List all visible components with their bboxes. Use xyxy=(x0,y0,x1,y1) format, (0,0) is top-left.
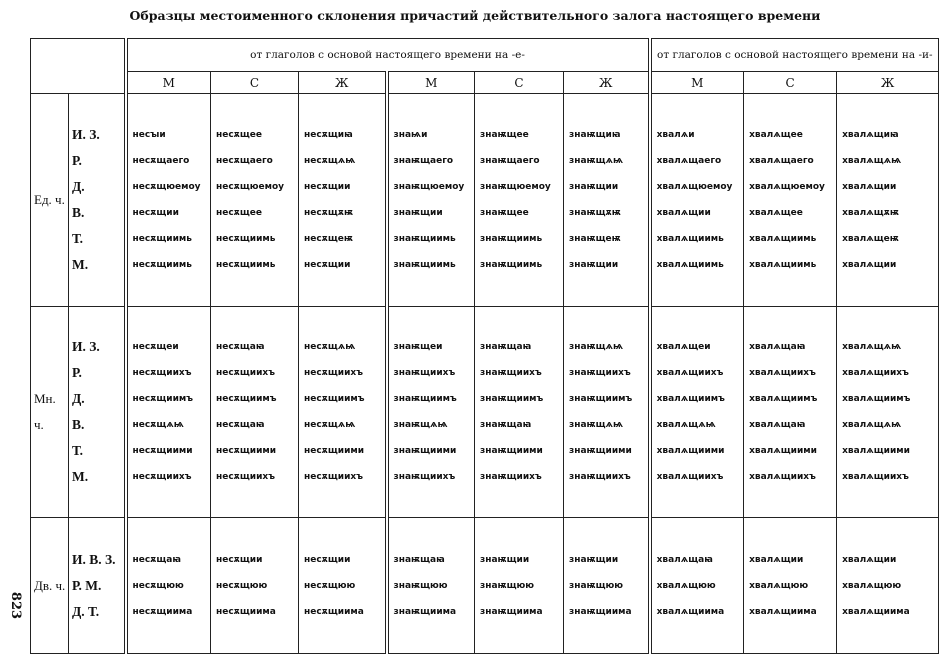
word-form: знаѭщѧѩ xyxy=(393,420,448,430)
word-form: несѫщѧѩ xyxy=(304,156,356,166)
word-form: несѫщиими xyxy=(304,446,365,456)
section-row xyxy=(31,94,939,307)
word-form: хвалѧщюю xyxy=(842,580,902,591)
word-form: знаѭщѧѩ xyxy=(569,420,624,430)
word-form: знаѭщиими xyxy=(480,446,543,456)
word-form: хвалѧщюемоу xyxy=(656,182,733,192)
word-form: хвалѧщаꙗ xyxy=(749,342,806,352)
section-row xyxy=(31,518,939,654)
word-form: несѫщюемоу xyxy=(132,182,201,192)
word-form: знаѭщее xyxy=(480,130,529,140)
word-form: знаѭщеѭ xyxy=(569,234,621,244)
word-form: несѫщии xyxy=(304,182,351,192)
word-form: несѫщии xyxy=(304,554,351,565)
word-form: знаѭщиими xyxy=(569,446,632,456)
case-label: И. З. xyxy=(72,127,100,142)
word-form: хвалѧщиими xyxy=(842,446,910,456)
word-form: знаѭщиимь xyxy=(480,260,543,270)
word-form: хвалѧщиимь xyxy=(656,234,724,244)
word-form: знаѭщиимь xyxy=(393,260,456,270)
case-label: В. xyxy=(72,417,85,432)
word-form: хвалѧщиима xyxy=(842,606,910,617)
form-column xyxy=(387,518,475,654)
word-form: знаѭщиимъ xyxy=(569,394,633,404)
word-form: знаѭщаꙗ xyxy=(480,420,532,430)
word-form: знаѭщиима xyxy=(569,606,632,617)
word-form: знаѭщаꙗ xyxy=(393,554,445,565)
word-form: знаѭщюю xyxy=(480,580,535,591)
word-form: знаѭщюемоу xyxy=(480,182,551,192)
gender-header: Ж xyxy=(837,72,939,94)
form-column xyxy=(650,307,744,518)
form-column xyxy=(650,518,744,654)
corner-cell xyxy=(31,39,126,94)
word-form: несѫщиими xyxy=(216,446,277,456)
number-label: Ед. ч. xyxy=(31,94,69,307)
word-form: несѫщиимъ xyxy=(132,394,194,404)
word-form: несѫщѫѭ xyxy=(304,208,354,218)
case-labels xyxy=(69,307,126,518)
word-form: несѫщиима xyxy=(132,606,193,617)
word-form: хвалѧи xyxy=(656,130,695,140)
gender-header: Ж xyxy=(299,72,387,94)
form-column xyxy=(387,94,475,307)
word-form: хвалѧщиихъ xyxy=(656,368,724,378)
word-form: знаѭщии xyxy=(569,554,619,565)
word-form: несѫщеѭ xyxy=(304,234,353,244)
word-form: несѫщии xyxy=(304,260,351,270)
form-column xyxy=(299,94,387,307)
word-form: хвалѧщии xyxy=(749,554,804,565)
word-form: хвалѧщиихъ xyxy=(656,472,724,482)
word-form: хвалѧщаꙗ xyxy=(749,420,806,430)
word-form: несѫщиихъ xyxy=(216,472,275,482)
word-form: хвалѧщиима xyxy=(656,606,725,617)
word-form: знаѭщюю xyxy=(569,580,624,591)
form-column xyxy=(837,518,939,654)
word-form: несѫщѧѩ xyxy=(304,342,356,352)
word-form: хвалѧщюю xyxy=(749,580,809,591)
word-form: знаѭщии xyxy=(480,554,530,565)
gender-header: М xyxy=(650,72,744,94)
word-form: несѫщиꙗ xyxy=(304,130,353,140)
word-form: несѫщаꙗ xyxy=(132,554,181,565)
word-form: несѫщаего xyxy=(216,156,273,166)
case-labels xyxy=(69,518,126,654)
word-form: несѫщиима xyxy=(216,606,276,617)
word-form: знаѭщее xyxy=(480,208,529,218)
word-form: несѫщиихъ xyxy=(304,472,363,482)
word-form: несѫщаꙗ xyxy=(216,420,265,430)
form-column xyxy=(126,307,211,518)
word-form: хвалѧщии xyxy=(656,208,711,218)
case-label: М. xyxy=(72,469,89,484)
word-form: хвалѧщиимъ xyxy=(656,394,725,404)
word-form: знаѭщиимъ xyxy=(480,394,544,404)
form-column xyxy=(564,307,650,518)
gender-header: С xyxy=(211,72,299,94)
word-form: знаѭщиихъ xyxy=(393,472,456,482)
form-column xyxy=(744,307,837,518)
word-form: несѫщиихъ xyxy=(216,368,275,378)
header-row-genders xyxy=(31,72,939,94)
word-form: несѫщюю xyxy=(132,580,184,591)
group-header-e: от глаголов с основой настоящего времени на -е- xyxy=(126,39,650,72)
word-form: несѫщаего xyxy=(132,156,190,166)
form-column xyxy=(211,307,299,518)
word-form: несѫщюемоу xyxy=(216,182,285,192)
word-form: хвалѧщаего xyxy=(656,156,722,166)
word-form: несѫщии xyxy=(216,554,263,565)
word-form: несѫщиихъ xyxy=(304,368,363,378)
word-form: несѫщиихъ xyxy=(132,368,192,378)
gender-header: Ж xyxy=(564,72,650,94)
word-form: знаѭщаꙗ xyxy=(480,342,532,352)
word-form: знаѭщѫѭ xyxy=(569,208,621,218)
word-form: знаѭщиихъ xyxy=(480,368,542,378)
case-label: Т. xyxy=(72,231,84,246)
word-form: знаѭщиихъ xyxy=(393,368,456,378)
word-form: несѫщиимь xyxy=(132,234,192,244)
word-form: несѫщѧѩ xyxy=(304,420,356,430)
word-form: несѫщиими xyxy=(132,446,193,456)
word-form: хвалѧщее xyxy=(749,130,803,140)
word-form: знаѭщаего xyxy=(480,156,540,166)
word-form: несѫщѧѩ xyxy=(132,420,184,430)
case-label: В. xyxy=(72,205,85,220)
word-form: знаѩи xyxy=(393,130,428,140)
word-form: знаѭщии xyxy=(569,260,619,270)
word-form: хвалѧщѧѩ xyxy=(842,420,902,430)
word-form: хвалѧщии xyxy=(842,182,897,192)
word-form: несѫщее xyxy=(216,208,262,218)
gender-header: С xyxy=(475,72,564,94)
word-form: хвалѧщиихъ xyxy=(842,368,909,378)
word-form: хвалѧщиихъ xyxy=(749,368,816,378)
word-form: хвалѧщии xyxy=(842,554,897,565)
case-label: Д. xyxy=(72,179,85,194)
word-form: несѫщеи xyxy=(132,342,179,352)
gender-header: С xyxy=(744,72,837,94)
word-form: знаѭщиима xyxy=(393,606,457,617)
word-form: несѫщиимь xyxy=(216,260,276,270)
word-form: несѫщии xyxy=(132,208,179,218)
word-form: знаѭщюемоу xyxy=(393,182,465,192)
word-form: знаѭщиихъ xyxy=(569,472,631,482)
word-form: хвалѧщиихъ xyxy=(749,472,816,482)
declension-table xyxy=(30,38,939,654)
word-form: хвалѧщиихъ xyxy=(842,472,909,482)
word-form: несѫщиихъ xyxy=(132,472,192,482)
word-form: хвалѧщиима xyxy=(749,606,817,617)
word-form: хвалѧщюемоу xyxy=(749,182,825,192)
form-column xyxy=(126,518,211,654)
word-form: хвалѧщиимь xyxy=(656,260,724,270)
form-column xyxy=(126,94,211,307)
word-form: знаѭщиꙗ xyxy=(569,130,621,140)
gender-header: М xyxy=(387,72,475,94)
number-label: Дв. ч. xyxy=(31,518,69,654)
word-form: хвалѧщѫѭ xyxy=(842,208,899,218)
form-column xyxy=(564,94,650,307)
word-form: хвалѧщиими xyxy=(749,446,817,456)
page-number: 823 xyxy=(8,591,24,620)
word-form: хвалѧщиимь xyxy=(749,260,817,270)
case-label: Д. Т. xyxy=(72,603,100,619)
case-label: Р. xyxy=(72,153,82,168)
case-label: Р. xyxy=(72,365,82,380)
word-form: хвалѧщеѭ xyxy=(842,234,899,244)
number-label: Мн. ч. xyxy=(31,307,69,518)
case-label: Д. xyxy=(72,391,85,406)
word-form: знаѭщѧѩ xyxy=(569,342,624,352)
form-column xyxy=(475,518,564,654)
form-column xyxy=(299,307,387,518)
word-form: хвалѧщиꙗ xyxy=(842,130,899,140)
form-column xyxy=(744,94,837,307)
case-labels xyxy=(69,94,126,307)
word-form: несѫщюю xyxy=(304,580,356,591)
word-form: знаѭщиихъ xyxy=(569,368,631,378)
group-header-i: от глаголов с основой настоящего времени на -и- xyxy=(650,39,939,72)
form-column xyxy=(837,307,939,518)
word-form: хвалѧщаего xyxy=(749,156,814,166)
form-column xyxy=(299,518,387,654)
word-form: хвалѧщѧѩ xyxy=(842,156,902,166)
word-form: хвалѧщюю xyxy=(656,580,716,591)
gender-header: М xyxy=(126,72,211,94)
form-column xyxy=(211,518,299,654)
word-form: хвалѧщиимъ xyxy=(749,394,818,404)
word-form: хвалѧщиимь xyxy=(749,234,817,244)
word-form: несѫщаꙗ xyxy=(216,342,265,352)
word-form: знаѭщиими xyxy=(393,446,457,456)
form-column xyxy=(744,518,837,654)
form-column xyxy=(564,518,650,654)
word-form: знаѭщиихъ xyxy=(480,472,542,482)
word-form: несѫщиимь xyxy=(216,234,276,244)
word-form: знаѭщеи xyxy=(393,342,443,352)
word-form: хвалѧщии xyxy=(842,260,897,270)
word-form: несꙑи xyxy=(132,130,166,140)
word-form: хвалѧщаꙗ xyxy=(656,554,713,565)
word-form: несѫщиимъ xyxy=(216,394,277,404)
word-form: знаѭщиима xyxy=(480,606,543,617)
word-form: несѫщиима xyxy=(304,606,364,617)
word-form: знаѭщѧѩ xyxy=(569,156,624,166)
word-form: знаѭщаего xyxy=(393,156,454,166)
case-label: Р. М. xyxy=(72,577,102,593)
form-column xyxy=(475,307,564,518)
word-form: хвалѧщеи xyxy=(656,342,711,352)
word-form: хвалѧщиими xyxy=(656,446,725,456)
word-form: несѫщиимь xyxy=(132,260,192,270)
word-form: знаѭщии xyxy=(569,182,619,192)
section-row xyxy=(31,307,939,518)
word-form: несѫщее xyxy=(216,130,262,140)
word-form: знаѭщии xyxy=(393,208,443,218)
form-column xyxy=(837,94,939,307)
word-form: несѫщюю xyxy=(216,580,268,591)
case-label: Т. xyxy=(72,443,84,458)
form-column xyxy=(387,307,475,518)
form-column xyxy=(211,94,299,307)
header-row-groups xyxy=(31,39,939,72)
word-form: хвалѧщѧѩ xyxy=(656,420,716,430)
case-label: М. xyxy=(72,257,89,272)
word-form: знаѭщиимъ xyxy=(393,394,457,404)
page-title: Образцы местоименного склонения причастий действительного залога настоящего времени xyxy=(129,8,821,23)
case-label: И. З. xyxy=(72,339,100,354)
form-column xyxy=(475,94,564,307)
word-form: знаѭщиимь xyxy=(393,234,456,244)
word-form: хвалѧщее xyxy=(749,208,803,218)
word-form: несѫщиимъ xyxy=(304,394,365,404)
word-form: знаѭщюю xyxy=(393,580,448,591)
word-form: знаѭщиимь xyxy=(480,234,543,244)
form-column xyxy=(650,94,744,307)
case-label: И. В. З. xyxy=(72,551,116,567)
word-form: хвалѧщиимъ xyxy=(842,394,911,404)
word-form: хвалѧщѧѩ xyxy=(842,342,902,352)
